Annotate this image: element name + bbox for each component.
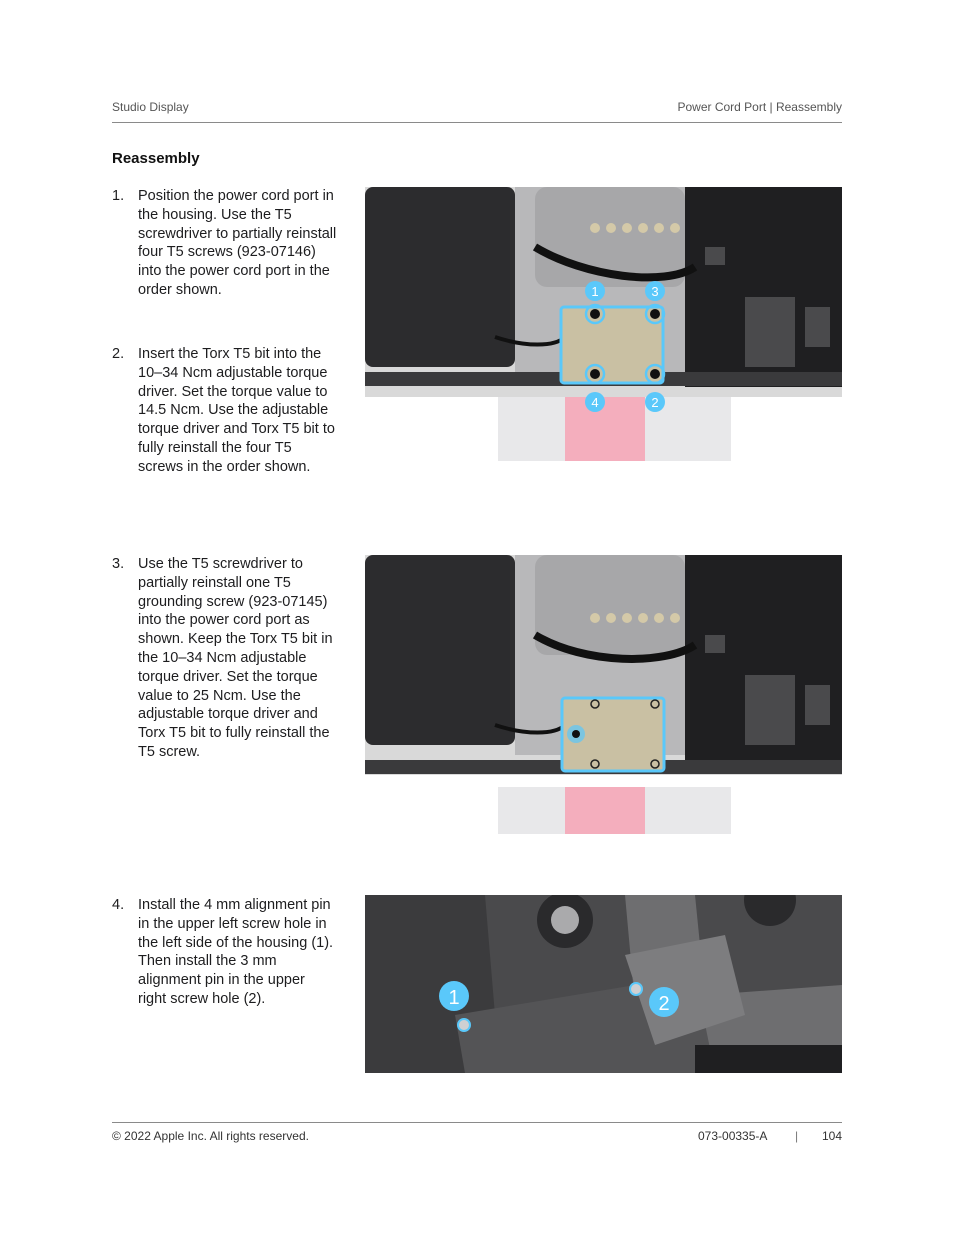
step-1 xyxy=(112,187,337,300)
header-product: Studio Display xyxy=(112,100,189,114)
section-title: Reassembly xyxy=(112,150,200,167)
header-breadcrumb: Power Cord Port | Reassembly xyxy=(677,100,842,114)
footer-page-number: 104 xyxy=(821,1129,842,1143)
step-number: 4. xyxy=(112,897,125,913)
step-number: 1. xyxy=(112,188,125,204)
step-text: Position the power cord port in the housing. Use the T5 screwdriver to partially reinstall four T5 screws (923-07146) into the power cord port in the order shown. xyxy=(138,188,337,298)
footer-doc-number: 073-00335-A xyxy=(698,1129,768,1143)
step-number: 3. xyxy=(112,556,125,572)
callout-1: 1 xyxy=(591,284,599,299)
callout-2: 2 xyxy=(658,993,670,1015)
step-text: Use the T5 screwdriver to partially reinstall one T5 grounding screw (923-07145) into the power cord port as shown. Keep the Torx T5 bit in the 10–34 Ncm adjustable torque driver. Set the torque value to 25 Ncm. Use the adjustable torque driver and Torx T5 bit to fully reinstall the T5 screw. xyxy=(138,556,333,760)
callout-3: 3 xyxy=(651,284,659,299)
photo-power-cord-port-screws xyxy=(365,187,842,461)
footer-separator: | xyxy=(795,1129,799,1143)
photo-alignment-pins xyxy=(365,895,842,1073)
step-text: Install the 4 mm alignment pin in the upper left screw hole in the left side of the housing (1). Then install the 3 mm alignment pin in the upper right screw hole (2). xyxy=(138,897,334,1007)
callout-4: 4 xyxy=(591,395,599,410)
footer-divider xyxy=(112,1122,842,1123)
header-divider xyxy=(112,122,842,123)
step-4 xyxy=(112,896,337,1009)
callout-2: 2 xyxy=(651,395,659,410)
step-text: Insert the Torx T5 bit into the 10–34 Ncm adjustable torque driver. Set the torque value to 14.5 Ncm. Use the adjustable torque driver and Torx T5 bit to fully reinstall the four T5 screws in the order shown. xyxy=(138,346,335,475)
photo-grounding-screw xyxy=(365,555,842,834)
step-number: 2. xyxy=(112,346,125,362)
step-2 xyxy=(112,345,337,477)
footer-copyright: © 2022 Apple Inc. All rights reserved. xyxy=(112,1129,309,1143)
callout-1: 1 xyxy=(448,987,460,1009)
step-3 xyxy=(112,555,337,762)
